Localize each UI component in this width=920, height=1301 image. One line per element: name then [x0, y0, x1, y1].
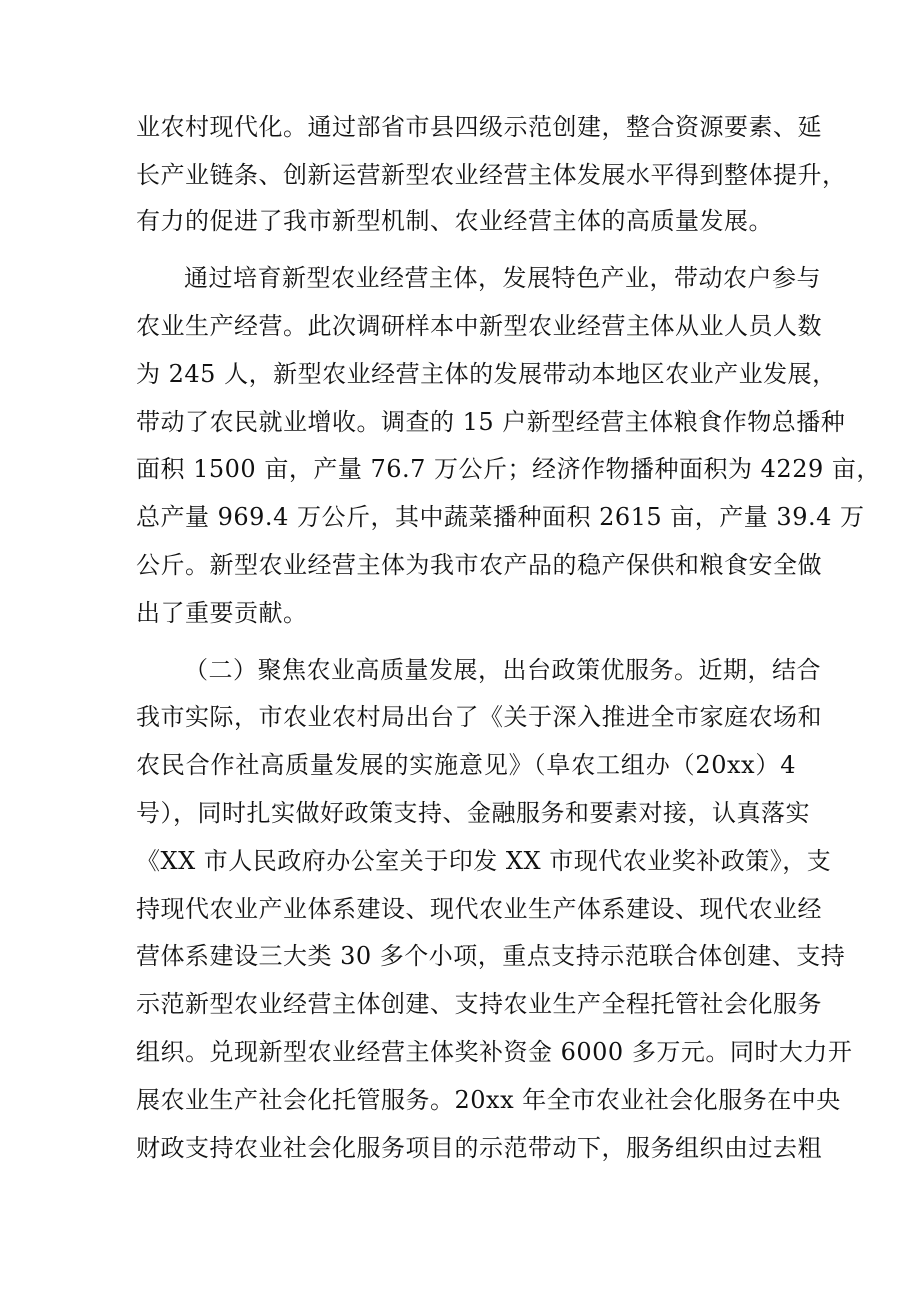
- paragraph-3-line-9: 组织。兑现新型农业经营主体奖补资金 6000 多万元。同时大力开: [136, 1038, 853, 1066]
- paragraph-3-line-6: 持现代农业产业体系建设、现代农业生产体系建设、现代农业经: [136, 895, 822, 923]
- paragraph-2-line-6: 总产量 969.4 万公斤，其中蔬菜播种面积 2615 亩，产量 39.4 万: [136, 503, 865, 531]
- paragraph-2-line-8: 出了重要贡献。: [136, 599, 308, 627]
- paragraph-2-line-7: 公斤。新型农业经营主体为我市农产品的稳产保供和粮食安全做: [136, 551, 822, 579]
- paragraph-3-line-8: 示范新型农业经营主体创建、支持农业生产全程托管社会化服务: [136, 990, 822, 1018]
- paragraph-2-line-3: 为 245 人，新型农业经营主体的发展带动本地区农业产业发展，: [136, 360, 837, 388]
- paragraph-3-line-5: 《XX 市人民政府办公室关于印发 XX 市现代农业奖补政策》，支: [136, 847, 832, 875]
- paragraph-3-line-7: 营体系建设三大类 30 多个小项，重点支持示范联合体创建、支持: [136, 942, 846, 970]
- paragraph-3-line-4: 号），同时扎实做好政策支持、金融服务和要素对接，认真落实: [136, 799, 810, 827]
- paragraph-1-line-2: 长产业链条、创新运营新型农业经营主体发展水平得到整体提升，: [136, 161, 847, 189]
- paragraph-3-line-11: 财政支持农业社会化服务项目的示范带动下，服务组织由过去粗: [136, 1134, 822, 1162]
- paragraph-2-line-4: 带动了农民就业增收。调查的 15 户新型经营主体粮食作物总播种: [136, 408, 846, 436]
- paragraph-1-line-3: 有力的促进了我市新型机制、农业经营主体的高质量发展。: [136, 207, 773, 235]
- paragraph-2-line-1: 通过培育新型农业经营主体，发展特色产业，带动农户参与: [184, 264, 821, 292]
- paragraph-3-line-1: （二）聚焦农业高质量发展，出台政策优服务。近期，结合: [184, 656, 821, 684]
- paragraph-3-line-3: 农民合作社高质量发展的实施意见》（阜农工组办（20xx）4: [136, 751, 796, 779]
- paragraph-3-line-2: 我市实际，市农业农村局出台了《关于深入推进全市家庭农场和: [136, 703, 822, 731]
- paragraph-3-line-10: 展农业生产社会化托管服务。20xx 年全市农业社会化服务在中央: [136, 1086, 841, 1114]
- paragraph-2-line-2: 农业生产经营。此次调研样本中新型农业经营主体从业人员人数: [136, 312, 822, 340]
- paragraph-1-line-1: 业农村现代化。通过部省市县四级示范创建，整合资源要素、延: [136, 113, 822, 141]
- paragraph-2-line-5: 面积 1500 亩，产量 76.7 万公斤；经济作物播种面积为 4229 亩，: [136, 455, 881, 483]
